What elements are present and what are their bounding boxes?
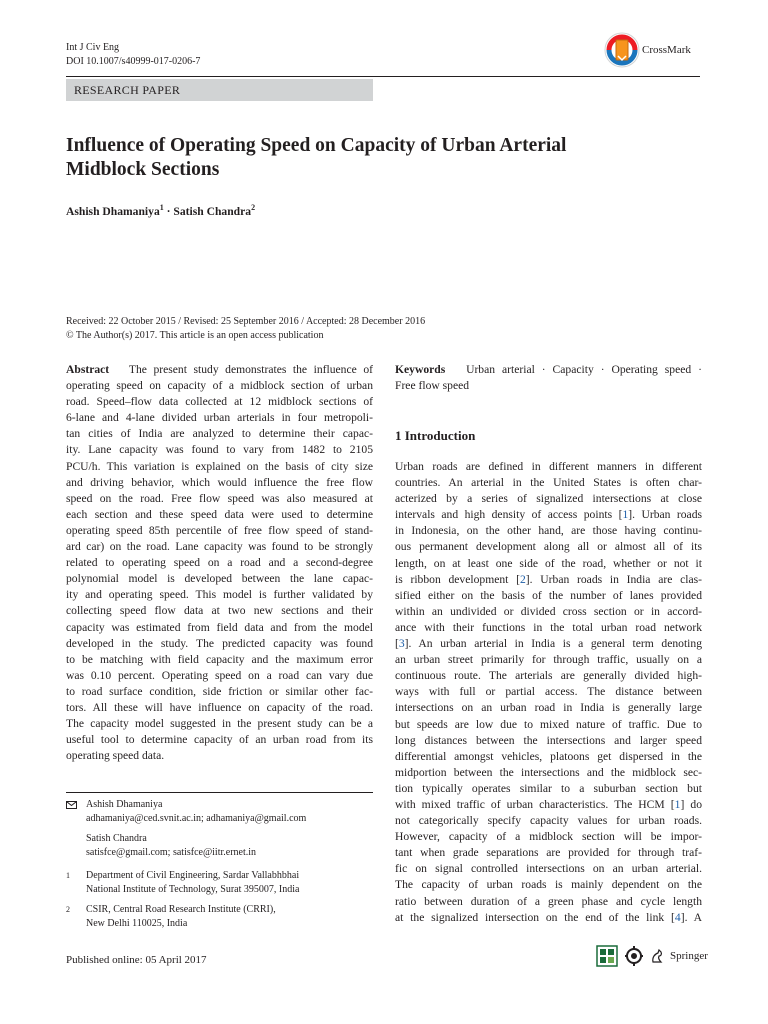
introduction-line: countries. An arterial in the United States is often char- — [395, 476, 702, 490]
affiliation-line: National Institute of Technology, Surat 395007, India — [86, 884, 300, 895]
introduction-line: [3]. An urban arterial in India is a general term denoting — [395, 637, 702, 651]
title-line-1: Influence of Operating Speed on Capacity of Urban Arterial — [66, 135, 567, 156]
introduction-line: long distances between the intersections and larger speed — [395, 733, 702, 747]
introduction-line: not categorically specify capacity values for urban roads. — [395, 814, 702, 828]
section-heading-introduction: 1 Introduction — [395, 428, 476, 443]
abstract-line: ity and operating speed. This model is further validated by — [66, 588, 373, 602]
introduction-line: However, capacity of a midblock section will be impor- — [395, 830, 702, 844]
crossmark-label: CrossMark — [642, 44, 691, 56]
keywords-label: Keywords — [395, 363, 446, 376]
crossmark-badge[interactable] — [604, 32, 691, 68]
envelope-icon — [66, 801, 77, 809]
affiliation-marker: 2 — [251, 203, 256, 212]
abstract-line: and driving behavior, which would influence the free flow — [66, 475, 373, 489]
doi: DOI 10.1007/s40999-017-0206-7 — [66, 56, 201, 67]
introduction-line: but speeds are low due to mixed nature of traffic. Due to — [395, 717, 702, 731]
abstract-line: ity. Lane capacity was found to vary from 1482 to 2105 — [66, 443, 373, 457]
introduction-line: within an undivided or divided cross section or in accord- — [395, 604, 702, 618]
introduction-line: midportion between the intersections and the midblock sec- — [395, 765, 702, 779]
abstract-line: was 0.10 percent. Operating speed on a road can vary due — [66, 668, 373, 682]
introduction-line: Urban roads are defined in different manners in different — [395, 460, 702, 473]
introduction-text — [395, 459, 702, 926]
affiliation-marker: 1 — [159, 203, 164, 212]
citation-link[interactable]: 1 — [622, 508, 629, 522]
abstract-line: tors. All these will have influence on capacity of the road. — [66, 700, 373, 714]
affiliation-marker: 2 — [66, 905, 70, 914]
abstract-line: PCU/h. This variation is explained on the basis of city size — [66, 459, 373, 473]
abstract-line: developed in the study. The predicted capacity was found — [66, 636, 373, 650]
keywords-line: Free flow speed — [395, 379, 470, 393]
abstract-line: operating speed data. — [66, 749, 165, 763]
abstract-line: ard car) on the road. Lane capacity was found to be strongly — [66, 540, 373, 554]
introduction-line: is ribbon development [2]. Urban roads in India are clas- — [395, 572, 702, 586]
abstract-line: 6-lane and 4-lane divided urban arterials in four metropoli- — [66, 411, 373, 425]
abstract-line: tan cities of India are analyzed to determine their capac- — [66, 427, 373, 441]
abstract-line: to road surface condition, side friction or similar other fac- — [66, 684, 373, 698]
author-list — [66, 203, 255, 218]
introduction-line: ance with their functions in the total urban road network — [395, 620, 702, 634]
citation-link[interactable]: 2 — [519, 572, 526, 586]
abstract-line: operating speed 85th percentile of free flow speed of stand- — [66, 523, 373, 537]
affiliation-line: New Delhi 110025, India — [86, 918, 188, 929]
introduction-line: continuous route. The arterials are generally divided high- — [395, 669, 702, 683]
introduction-line: in Indonesia, on the other hand, are those having continu- — [395, 524, 702, 538]
affiliation-line: CSIR, Central Road Research Institute (CRRI), — [86, 904, 276, 915]
section-banner — [66, 79, 373, 101]
abstract-label: Abstract — [66, 363, 110, 376]
author-email[interactable]: satisfce@gmail.com; satisfce@iitr.ernet.in — [86, 847, 257, 858]
abstract-line: Abstract The present study demonstrates the influence of — [66, 363, 373, 376]
abstract — [66, 362, 373, 764]
introduction-line: an urban street primarily for through traffic, usually on a — [395, 653, 702, 667]
journal-name: Int J Civ Eng — [66, 42, 120, 53]
abstract-line: related to operating speed on a road and a second-degree — [66, 556, 373, 570]
introduction-line: length, on at least one side of the road, whether or not it — [395, 556, 702, 570]
author-name: Satish Chandra — [86, 833, 147, 844]
abstract-line: The capacity model suggested in the present study can be a — [66, 717, 373, 731]
affiliation-1 — [66, 869, 373, 897]
introduction-line: ways with full or partial access. The distance between — [395, 685, 702, 699]
introduction-line: acterized by a series of signalized intersections at close — [395, 492, 702, 506]
abstract-line: road. Speed–flow data collected at 12 midblock sections of — [66, 395, 373, 409]
affiliation-line: Department of Civil Engineering, Sardar Vallabhbhai — [86, 870, 300, 881]
introduction-line: ous permanent development along all or almost all of its — [395, 540, 702, 554]
author-name: Ashish Dhamaniya — [86, 799, 163, 810]
citation-link[interactable]: 4 — [674, 910, 681, 924]
introduction-line: tion typically operates similar to a suburban section but — [395, 781, 702, 795]
introduction-line: intervals and high density of access points [1]. Urban roads — [395, 508, 703, 522]
affiliation-marker: 1 — [66, 871, 70, 880]
license-note: © The Author(s) 2017. This article is an open access publication — [66, 330, 324, 341]
affiliation-2 — [66, 903, 373, 931]
abstract-line: collecting speed flow data at two new sections and their — [66, 604, 373, 618]
introduction-line: differential amongst vehicles, platoons get dispersed in the — [395, 749, 702, 763]
abstract-line: to be matching with field capacity and the maximum error — [66, 652, 373, 666]
published-date: Published online: 05 April 2017 — [66, 954, 207, 966]
introduction-line: with mixed traffic of urban characteristics. The HCM [1] do — [395, 797, 702, 811]
citation-link[interactable]: 1 — [674, 797, 681, 811]
keywords — [395, 362, 702, 394]
introduction-line: tant when grade separations are provided for through traf- — [395, 846, 702, 860]
journal-header — [66, 41, 200, 69]
iran-society-logo-icon — [624, 945, 644, 967]
abstract-line: each section and these speed data were used to determine — [66, 507, 373, 521]
abstract-line: operating speed on capacity of a midblock section of urban — [66, 379, 373, 393]
author-name[interactable]: Satish Chandra — [173, 204, 252, 218]
crossmark-icon — [604, 32, 640, 68]
introduction-line: sified either on the basis of the number of lanes provided — [395, 588, 702, 602]
introduction-line: intersections on an urban road in India is generally large — [395, 701, 702, 715]
author-name[interactable]: Ashish Dhamaniya — [66, 204, 160, 218]
abstract-line: speed on the road. Free flow speed was also measured at — [66, 491, 373, 505]
author-separator: · — [163, 204, 174, 218]
introduction-line: ratio between duration of a green phase and cycle length — [395, 894, 702, 908]
article-title — [66, 134, 706, 182]
introduction-line: The capacity of urban roads is mainly dependent on the — [395, 878, 702, 892]
author-footnotes — [66, 798, 373, 931]
keywords-line: Urban arterial · Capacity · Operating speed · — [466, 363, 702, 376]
abstract-line: capacity was estimated from field data and from the model — [66, 620, 373, 634]
coauthor — [66, 832, 373, 860]
iran-university-logo-icon — [596, 945, 618, 967]
corresponding-author — [66, 798, 373, 826]
springer-label: Springer — [670, 950, 708, 962]
section-label: RESEARCH PAPER — [74, 83, 181, 97]
introduction-line: at the signalized intersection on the end of the link [4]. A — [395, 910, 702, 924]
abstract-line: useful tool to determine capacity of an urban road from its — [66, 733, 373, 747]
article-history — [66, 315, 706, 343]
header-rule — [66, 76, 700, 77]
author-email[interactable]: adhamaniya@ced.svnit.ac.in; adhamaniya@gmail.com — [86, 813, 307, 824]
publisher-logos — [596, 945, 708, 967]
title-line-2: Midblock Sections — [66, 159, 220, 180]
springer-horse-icon — [650, 948, 664, 964]
submission-dates: Received: 22 October 2015 / Revised: 25 September 2016 / Accepted: 28 December 2016 — [66, 316, 426, 327]
citation-link[interactable]: 3 — [398, 637, 405, 651]
introduction-line: fic on signal controlled intersections on an urban arterial. — [395, 862, 702, 876]
abstract-line: polynomial model is developed between the lane capac- — [66, 572, 373, 586]
footnote-rule — [66, 792, 373, 793]
